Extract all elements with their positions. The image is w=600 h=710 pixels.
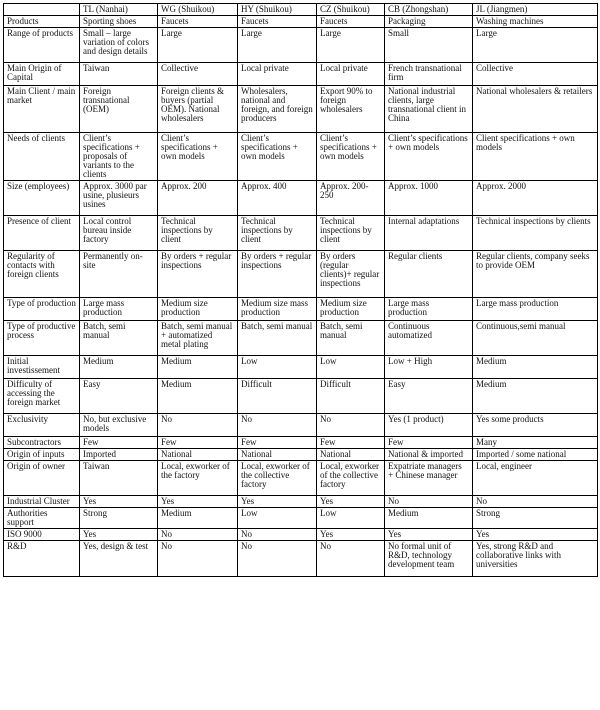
table-cell: Client’s specifications + own models bbox=[158, 133, 238, 181]
row-label: Initial investissement bbox=[4, 356, 80, 379]
table-cell: National wholesalers & retailers bbox=[473, 86, 598, 133]
table-cell: Medium size mass production bbox=[238, 298, 317, 321]
table-row bbox=[4, 379, 598, 414]
table-cell: No bbox=[238, 541, 317, 577]
table-cell: Batch, semi manual + automatized metal plating bbox=[158, 321, 238, 356]
table-cell: Small bbox=[385, 28, 473, 63]
table-cell: Low bbox=[317, 356, 385, 379]
table-cell: Client’s specifications + own models bbox=[385, 133, 473, 181]
table-cell: Imported bbox=[80, 449, 158, 461]
table-cell: Low + High bbox=[385, 356, 473, 379]
table-cell: Difficult bbox=[317, 379, 385, 414]
table-cell: Yes, strong R&D and collaborative links with universities bbox=[473, 541, 598, 577]
row-label: Origin of owner bbox=[4, 461, 80, 496]
table-cell: Medium bbox=[473, 379, 598, 414]
table-cell: Regular clients, company seeks to provide OEM bbox=[473, 251, 598, 298]
table-cell: Yes bbox=[80, 529, 158, 541]
table-row bbox=[4, 16, 598, 28]
table-cell: Low bbox=[238, 508, 317, 529]
row-label: Range of products bbox=[4, 28, 80, 63]
table-row bbox=[4, 86, 598, 133]
comparison-table-container bbox=[3, 3, 597, 577]
table-cell: Yes bbox=[80, 496, 158, 508]
table-row bbox=[4, 508, 598, 529]
table-cell: No, but exclusive models bbox=[80, 414, 158, 437]
table-cell: Local, engineer bbox=[473, 461, 598, 496]
table-cell: Yes bbox=[385, 529, 473, 541]
table-cell: Yes bbox=[317, 496, 385, 508]
row-label: ISO 9000 bbox=[4, 529, 80, 541]
row-label: Presence of client bbox=[4, 216, 80, 251]
table-cell: Many bbox=[473, 437, 598, 449]
table-cell: Internal adaptations bbox=[385, 216, 473, 251]
table-row bbox=[4, 28, 598, 63]
table-cell: Approx. 1000 bbox=[385, 181, 473, 216]
table-cell: No bbox=[317, 541, 385, 577]
table-cell: Approx. 200-250 bbox=[317, 181, 385, 216]
table-row bbox=[4, 449, 598, 461]
table-cell: Large bbox=[158, 28, 238, 63]
column-header: JL (Jiangmen) bbox=[473, 4, 598, 16]
table-cell: Washing machines bbox=[473, 16, 598, 28]
row-label: Difficulty of accessing the foreign market bbox=[4, 379, 80, 414]
table-cell: Collective bbox=[158, 63, 238, 86]
table-cell: National industrial clients, large transnational client in China bbox=[385, 86, 473, 133]
table-cell: Batch, semi manual bbox=[317, 321, 385, 356]
table-cell: Approx. 200 bbox=[158, 181, 238, 216]
table-row bbox=[4, 63, 598, 86]
table-cell: Foreign clients & buyers (partial OEM). National wholesalers bbox=[158, 86, 238, 133]
table-cell: National & imported bbox=[385, 449, 473, 461]
table-cell: Expatriate managers + Chinese manager bbox=[385, 461, 473, 496]
table-cell: Faucets bbox=[317, 16, 385, 28]
table-cell: Few bbox=[238, 437, 317, 449]
table-cell: Batch, semi manual bbox=[80, 321, 158, 356]
table-cell: Large bbox=[317, 28, 385, 63]
table-cell: Local, exworker of the factory bbox=[158, 461, 238, 496]
table-cell: By orders + regular inspections bbox=[158, 251, 238, 298]
column-header: WG (Shuikou) bbox=[158, 4, 238, 16]
table-row bbox=[4, 529, 598, 541]
column-header: HY (Shuikou) bbox=[238, 4, 317, 16]
table-cell: Few bbox=[158, 437, 238, 449]
table-cell: Client’s specifications + own models bbox=[238, 133, 317, 181]
row-label: Exclusivity bbox=[4, 414, 80, 437]
table-cell: By orders (regular clients)+ regular inspections bbox=[317, 251, 385, 298]
table-cell: Few bbox=[385, 437, 473, 449]
table-cell: No formal unit of R&D, technology development team bbox=[385, 541, 473, 577]
table-row bbox=[4, 461, 598, 496]
table-cell: Difficult bbox=[238, 379, 317, 414]
table-cell: Yes bbox=[317, 529, 385, 541]
table-row bbox=[4, 298, 598, 321]
table-cell: National bbox=[238, 449, 317, 461]
table-cell: Easy bbox=[385, 379, 473, 414]
row-label: Regularity of contacts with foreign clients bbox=[4, 251, 80, 298]
row-label: Type of productive process bbox=[4, 321, 80, 356]
table-cell: Client specifications + own models bbox=[473, 133, 598, 181]
table-row bbox=[4, 414, 598, 437]
table-row bbox=[4, 251, 598, 298]
table-cell: Technical inspections by client bbox=[238, 216, 317, 251]
row-label: Main Origin of Capital bbox=[4, 63, 80, 86]
row-label: Type of production bbox=[4, 298, 80, 321]
table-cell: By orders + regular inspections bbox=[238, 251, 317, 298]
table-body bbox=[4, 4, 598, 577]
table-cell: Faucets bbox=[238, 16, 317, 28]
table-cell: Approx. 400 bbox=[238, 181, 317, 216]
header-row bbox=[4, 4, 598, 16]
table-cell: Imported / some national bbox=[473, 449, 598, 461]
row-label: R&D bbox=[4, 541, 80, 577]
column-header: CB (Zhongshan) bbox=[385, 4, 473, 16]
table-cell: Strong bbox=[473, 508, 598, 529]
table-cell: Strong bbox=[80, 508, 158, 529]
table-cell: Regular clients bbox=[385, 251, 473, 298]
table-cell: Yes bbox=[158, 496, 238, 508]
table-cell: No bbox=[238, 414, 317, 437]
table-cell: No bbox=[473, 496, 598, 508]
table-cell: No bbox=[158, 414, 238, 437]
table-cell: Sporting shoes bbox=[80, 16, 158, 28]
table-cell: Medium size production bbox=[317, 298, 385, 321]
table-cell: Large bbox=[238, 28, 317, 63]
table-cell: Small – large variation of colors and design details bbox=[80, 28, 158, 63]
table-cell: No bbox=[158, 529, 238, 541]
table-cell: Low bbox=[238, 356, 317, 379]
table-cell: Local, exworker of the collective factory bbox=[238, 461, 317, 496]
row-label: Authorities support bbox=[4, 508, 80, 529]
table-cell: Yes bbox=[473, 529, 598, 541]
table-cell: Client’s specifications + proposals of variants to the clients bbox=[80, 133, 158, 181]
table-cell: Local private bbox=[238, 63, 317, 86]
table-cell: Taiwan bbox=[80, 461, 158, 496]
table-cell: Client’s specifications + own models bbox=[317, 133, 385, 181]
table-cell: Wholesalers, national and foreign, and foreign producers bbox=[238, 86, 317, 133]
table-row bbox=[4, 181, 598, 216]
column-header: TL (Nanhai) bbox=[80, 4, 158, 16]
table-cell: No bbox=[238, 529, 317, 541]
table-cell: National bbox=[158, 449, 238, 461]
table-cell: Continuous automatized bbox=[385, 321, 473, 356]
table-cell: Large mass production bbox=[385, 298, 473, 321]
table-cell: Continuous,semi manual bbox=[473, 321, 598, 356]
table-cell: Technical inspections by client bbox=[317, 216, 385, 251]
table-row bbox=[4, 496, 598, 508]
column-header: CZ (Shuikou) bbox=[317, 4, 385, 16]
row-label: Main Client / main market bbox=[4, 86, 80, 133]
table-cell: Collective bbox=[473, 63, 598, 86]
row-label: Needs of clients bbox=[4, 133, 80, 181]
table-cell: Easy bbox=[80, 379, 158, 414]
table-row bbox=[4, 356, 598, 379]
table-cell: Approx. 3000 par usine, plusieurs usines bbox=[80, 181, 158, 216]
row-label: Industrial Cluster bbox=[4, 496, 80, 508]
table-cell: Packaging bbox=[385, 16, 473, 28]
table-cell: Medium bbox=[158, 356, 238, 379]
table-cell: No bbox=[385, 496, 473, 508]
table-row bbox=[4, 321, 598, 356]
table-cell: Yes, design & test bbox=[80, 541, 158, 577]
table-cell: No bbox=[317, 414, 385, 437]
table-cell: Few bbox=[317, 437, 385, 449]
table-cell: Medium bbox=[158, 508, 238, 529]
table-row bbox=[4, 216, 598, 251]
table-cell: Few bbox=[80, 437, 158, 449]
table-cell: Permanently on-site bbox=[80, 251, 158, 298]
table-cell: Technical inspections by clients bbox=[473, 216, 598, 251]
row-label: Origin of inputs bbox=[4, 449, 80, 461]
table-cell: Technical inspections by client bbox=[158, 216, 238, 251]
table-cell: Large mass production bbox=[80, 298, 158, 321]
table-cell: Low bbox=[317, 508, 385, 529]
table-cell: Local private bbox=[317, 63, 385, 86]
table-cell: Medium bbox=[473, 356, 598, 379]
table-cell: National bbox=[317, 449, 385, 461]
table-cell: French transnational firm bbox=[385, 63, 473, 86]
table-cell: Large mass production bbox=[473, 298, 598, 321]
table-cell: Medium bbox=[385, 508, 473, 529]
table-cell: Medium bbox=[158, 379, 238, 414]
comparison-table bbox=[3, 3, 598, 577]
table-cell: Local control bureau inside factory bbox=[80, 216, 158, 251]
table-cell: Medium size production bbox=[158, 298, 238, 321]
table-cell: Yes bbox=[238, 496, 317, 508]
row-label: Size (employees) bbox=[4, 181, 80, 216]
table-cell: Taiwan bbox=[80, 63, 158, 86]
table-cell: Large bbox=[473, 28, 598, 63]
table-cell: Batch, semi manual bbox=[238, 321, 317, 356]
header-corner-cell bbox=[4, 4, 80, 16]
table-row bbox=[4, 541, 598, 577]
table-cell: Export 90% to foreign wholesalers bbox=[317, 86, 385, 133]
table-cell: Yes some products bbox=[473, 414, 598, 437]
table-row bbox=[4, 437, 598, 449]
table-cell: Local, exworker of the collective factory bbox=[317, 461, 385, 496]
table-cell: No bbox=[158, 541, 238, 577]
table-cell: Foreign transnational (OEM) bbox=[80, 86, 158, 133]
row-label: Products bbox=[4, 16, 80, 28]
table-cell: Yes (1 product) bbox=[385, 414, 473, 437]
table-cell: Medium bbox=[80, 356, 158, 379]
table-row bbox=[4, 133, 598, 181]
row-label: Subcontractors bbox=[4, 437, 80, 449]
table-cell: Faucets bbox=[158, 16, 238, 28]
table-cell: Approx. 2000 bbox=[473, 181, 598, 216]
